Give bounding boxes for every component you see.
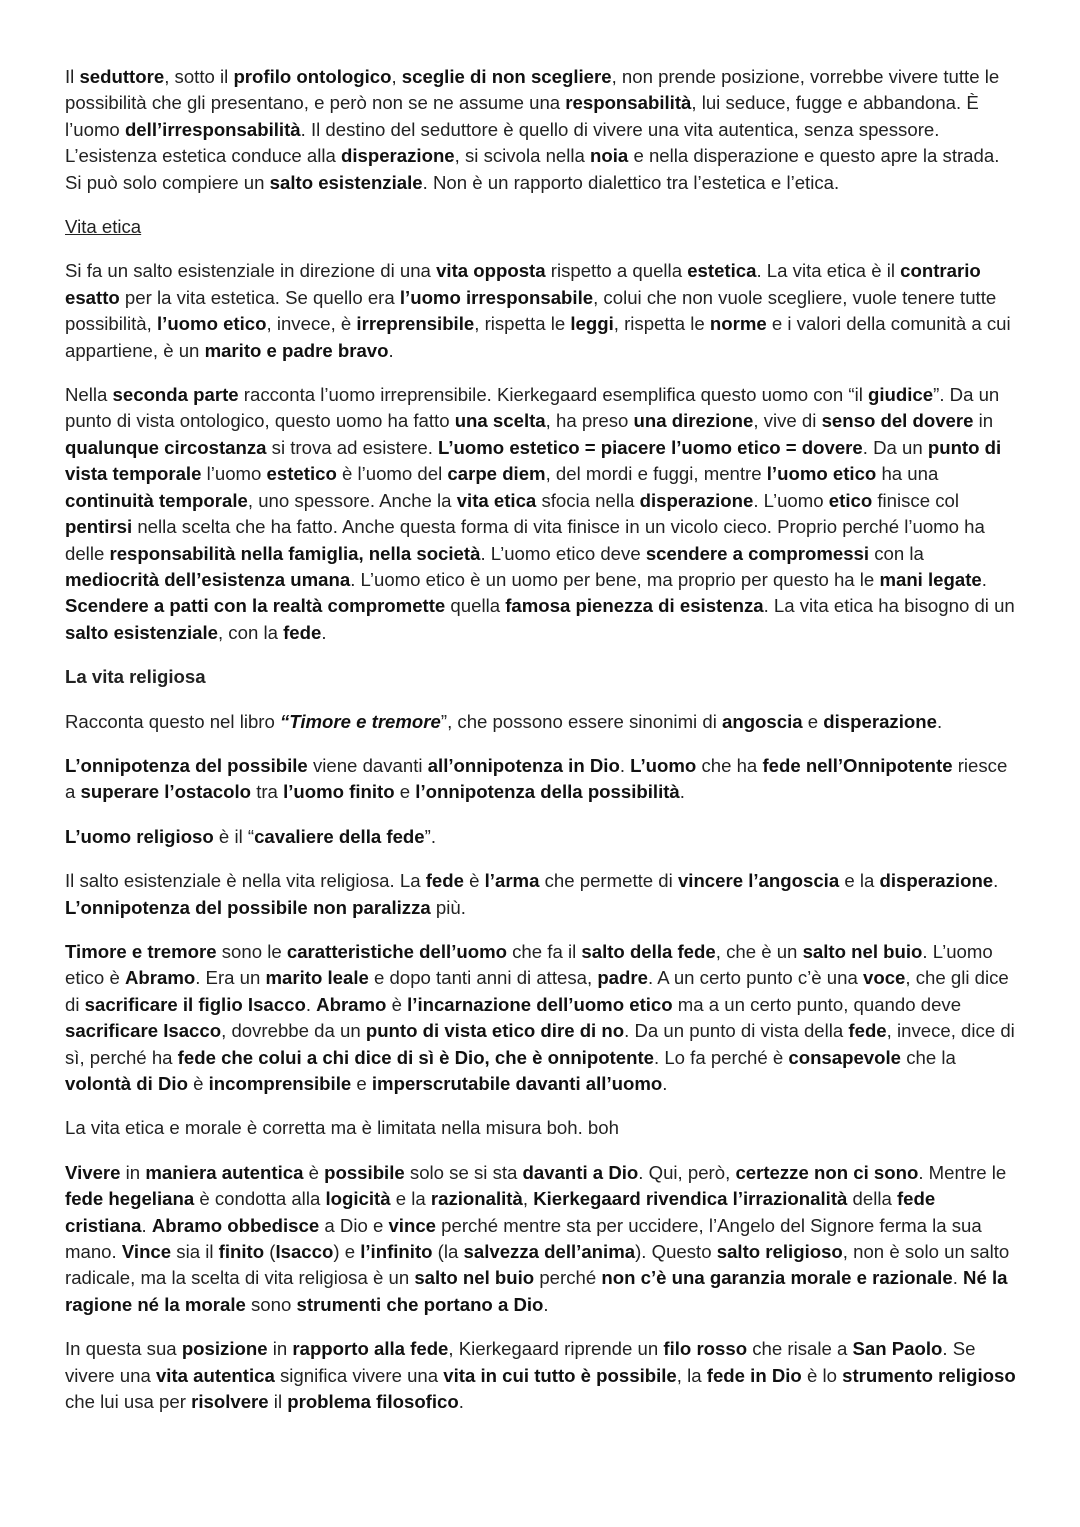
- text-run: e: [351, 1073, 372, 1094]
- paragraph: [65, 1336, 1020, 1415]
- text-run-bold: marito leale: [265, 967, 369, 989]
- text-run: . La vita etica è il: [756, 260, 901, 282]
- text-run: che lui usa per: [65, 1391, 192, 1413]
- text-run: ma a un certo punto, quando deve: [672, 993, 962, 1015]
- text-run-bold: mani legate: [879, 568, 982, 590]
- document-body: [65, 64, 1020, 1415]
- text-run: sono le: [216, 940, 287, 962]
- text-run: della: [847, 1188, 897, 1210]
- text-run-bold: qualunque circostanza: [65, 436, 267, 458]
- text-run-bold: giudice: [868, 384, 934, 406]
- text-run-bold: caratteristiche dell’uomo: [286, 940, 507, 962]
- text-run: .: [952, 1267, 964, 1289]
- text-run: e la: [390, 1188, 431, 1210]
- text-run-bold: salto religioso: [716, 1241, 843, 1263]
- text-run-bold: problema filosofico: [287, 1391, 459, 1413]
- paragraph: [65, 258, 1020, 364]
- text-run: perché: [534, 1267, 602, 1289]
- text-run: . Se vivere una: [65, 1338, 976, 1386]
- text-run-bold: L’onnipotenza del possibile: [65, 754, 308, 776]
- text-run: . L’uomo etico è: [65, 940, 993, 989]
- text-run: . Il destino del seduttore è quello di vivere una vita autentica, senza spessore. L’esistenza estetica conduce alla: [65, 118, 940, 167]
- text-run-bold: padre: [597, 967, 648, 989]
- text-run-bold: sacrificare il figlio Isacco: [84, 993, 306, 1015]
- text-run-bold: seconda parte: [112, 384, 239, 406]
- text-run-bold: fede: [848, 1020, 887, 1042]
- text-run-bold: L’uomo religioso: [65, 825, 214, 847]
- text-run: , invece, è: [266, 313, 357, 335]
- text-run: si trova ad esistere.: [266, 436, 439, 458]
- text-run-bold: l’uomo etico: [766, 463, 877, 485]
- text-run-bold: l’infinito: [360, 1241, 433, 1263]
- text-run-bold: fede: [283, 621, 322, 643]
- text-run-bold: vincere l’angoscia: [677, 870, 840, 892]
- text-run: e la: [839, 870, 880, 892]
- text-run-bold: pentirsi: [65, 516, 133, 538]
- text-run: . L’uomo etico deve: [480, 542, 646, 564]
- text-run: l’uomo: [201, 463, 267, 485]
- text-run-bold: San Paolo: [852, 1338, 943, 1360]
- text-run-bold: estetica: [687, 260, 757, 282]
- text-run: . Era un: [195, 967, 266, 989]
- text-run-bold: l’arma: [484, 870, 540, 892]
- text-run: .: [662, 1073, 668, 1094]
- paragraph: [65, 753, 1020, 806]
- text-run-bold: Vince: [121, 1241, 172, 1263]
- text-run: ”.: [424, 825, 436, 847]
- text-run: . A un certo punto c’è una: [647, 967, 863, 989]
- text-run: . Qui, però,: [638, 1161, 736, 1183]
- text-run: a Dio e: [319, 1214, 389, 1236]
- text-run: Racconta questo nel libro: [65, 710, 280, 732]
- text-run: . L’uomo etico è un uomo per bene, ma proprio per questo ha le: [350, 568, 880, 590]
- text-run-bold: disperazione: [879, 870, 994, 892]
- text-run-bold: una scelta: [454, 410, 546, 432]
- text-run-bold: superare l’ostacolo: [80, 781, 252, 803]
- text-run-bold: mediocrità dell’esistenza umana: [65, 568, 351, 590]
- text-run-bold: salvezza dell’anima: [463, 1241, 636, 1263]
- text-run: sfocia nella: [536, 489, 640, 511]
- text-run-bold: sacrificare Isacco: [65, 1020, 222, 1042]
- text-run: sono: [245, 1293, 297, 1315]
- text-run-bold: disperazione: [340, 145, 455, 167]
- text-run-bold: rapporto alla fede: [292, 1338, 449, 1360]
- text-run-bold: punto di vista etico dire di no: [365, 1020, 625, 1042]
- paragraph: [65, 824, 1020, 850]
- text-run-bold: davanti a Dio: [522, 1161, 639, 1183]
- text-run-bold: imperscrutabile davanti all’uomo: [371, 1073, 663, 1094]
- text-run-bold: fede hegeliana: [65, 1188, 195, 1210]
- text-run: è: [187, 1073, 209, 1094]
- text-run: .: [993, 870, 999, 892]
- text-run-bold: L’uomo estetico = piacere l’uomo etico = dovere: [438, 436, 863, 458]
- text-run-bold: L’uomo: [630, 754, 697, 776]
- text-run-bold: scendere a compromessi: [645, 542, 870, 564]
- text-run: , lui seduce, fugge e abbandona. È l’uomo: [65, 92, 979, 140]
- text-run: , che gli dice di: [65, 967, 1009, 1015]
- text-run-bold: certezze non ci sono: [735, 1161, 919, 1183]
- text-run-bold: incomprensibile: [208, 1073, 352, 1094]
- text-run: in: [973, 410, 994, 432]
- text-run-bold: Abramo obbedisce: [151, 1214, 320, 1236]
- text-run: significa vivere una: [274, 1364, 444, 1386]
- text-run: viene davanti: [307, 754, 428, 776]
- text-run-bold: Abramo: [316, 993, 387, 1015]
- text-run: , che è un: [715, 940, 803, 962]
- text-run: e nella disperazione e questo apre la strada. Si può solo compiere un: [65, 145, 1000, 193]
- text-run-bold: salto della fede: [581, 940, 716, 962]
- text-run-bold: salto nel buio: [414, 1267, 535, 1289]
- text-run: ,: [391, 66, 402, 87]
- text-run: . Da un: [862, 436, 928, 458]
- text-run: . Mentre le: [918, 1161, 1007, 1183]
- paragraph: [65, 64, 1020, 196]
- text-run-bold: Kierkegaard rivendica l’irrazionalità: [533, 1188, 848, 1210]
- text-run: (: [264, 1241, 276, 1263]
- text-run: e dopo tanti anni di attesa,: [368, 967, 598, 989]
- text-run: che la: [901, 1046, 956, 1068]
- text-run: riesce a: [65, 754, 1008, 803]
- text-run: .: [679, 781, 685, 803]
- text-run-bold: responsabilità: [565, 92, 692, 114]
- text-run: , con la: [217, 621, 284, 643]
- text-run: è: [386, 993, 408, 1015]
- section-heading: [65, 664, 1020, 690]
- paragraph: [65, 1115, 1020, 1141]
- text-run-bold: logicità: [325, 1188, 391, 1210]
- text-run-bold: [280, 711, 441, 732]
- text-run: rispetto a quella: [545, 260, 688, 282]
- text-run: Si fa un salto esistenziale in direzione di una: [65, 260, 437, 282]
- text-run: . L’uomo: [753, 489, 829, 511]
- text-run: ) e: [333, 1241, 361, 1263]
- text-run: .: [619, 754, 631, 776]
- text-run: racconta l’uomo irreprensibile. Kierkegaard esemplifica questo uomo con “il: [238, 384, 869, 406]
- text-run: solo se si sta: [404, 1161, 523, 1183]
- text-run-bold: voce: [863, 967, 906, 989]
- text-run: , la: [676, 1364, 707, 1386]
- text-run: ). Questo: [635, 1241, 717, 1263]
- text-run: che ha: [696, 754, 763, 776]
- text-run: è: [463, 870, 485, 892]
- text-run-bold: salto nel buio: [802, 940, 923, 962]
- text-run: e i valori della comunità a cui appartiene, è un: [65, 313, 1011, 361]
- text-run: .: [388, 339, 394, 361]
- text-run-bold: Vivere: [65, 1161, 121, 1183]
- text-run-bold: Scendere a patti con la realtà compromette: [65, 595, 446, 617]
- text-run-bold: volontà di Dio: [65, 1073, 188, 1094]
- text-run: è il “: [213, 825, 255, 847]
- text-run: nella scelta che ha fatto. Anche questa forma di vita finisce in un vicolo cieco. Proprio perché l’uomo ha delle: [65, 516, 985, 564]
- text-run-bold: continuità temporale: [65, 489, 248, 511]
- text-run: , non è solo un salto radicale, ma la scelta di vita religiosa è un: [65, 1241, 1010, 1289]
- section-heading: [65, 214, 1020, 240]
- text-run-bold: vita opposta: [436, 260, 546, 282]
- text-run: in: [267, 1338, 293, 1360]
- paragraph: [65, 382, 1020, 646]
- text-run-bold: finito: [218, 1241, 265, 1263]
- text-run: , rispetta le: [474, 313, 571, 335]
- text-run: ”. Da un punto di vista ontologico, questo uomo ha fatto: [65, 384, 1000, 432]
- text-run-bold: l’uomo finito: [283, 781, 395, 803]
- text-run: .: [458, 1391, 464, 1413]
- text-run: Vita etica: [65, 216, 142, 238]
- text-run-bold: cavaliere della fede: [254, 825, 425, 847]
- text-run-bold: etico: [828, 489, 873, 511]
- text-run-bold: disperazione: [823, 710, 937, 732]
- text-run-bold: irreprensibile: [356, 313, 475, 335]
- text-run-bold: fede nell’Onnipotente: [762, 754, 953, 776]
- text-run-bold: vince: [388, 1214, 437, 1236]
- text-run: tra: [251, 781, 284, 803]
- text-run-bold: posizione: [181, 1338, 268, 1360]
- text-run: , dovrebbe da un: [221, 1020, 366, 1042]
- text-run-bold: fede in Dio: [706, 1364, 802, 1386]
- text-run: , sotto il: [164, 66, 234, 87]
- text-run-bold: fede che colui a chi dice di sì è Dio, che è onnipotente: [177, 1046, 654, 1068]
- text-run: con la: [869, 542, 924, 564]
- text-run: , vive di: [753, 410, 822, 432]
- text-run-bold: fede: [425, 870, 464, 892]
- text-run: . Lo fa perché è: [653, 1046, 789, 1068]
- text-run: perché mentre sta per uccidere, l’Angelo del Signore ferma la sua mano.: [65, 1214, 982, 1263]
- text-run-bold: strumento religioso: [842, 1364, 1016, 1386]
- text-run-bold: salto esistenziale: [65, 621, 218, 643]
- text-run-bold: strumenti che portano a Dio: [296, 1293, 544, 1315]
- text-run-bold: responsabilità nella famiglia, nella società: [109, 542, 481, 564]
- text-run-bold: l’uomo irresponsabile: [399, 286, 594, 308]
- text-run: , rispetta le: [613, 313, 710, 335]
- text-run-bold: noia: [590, 145, 629, 167]
- text-run-bold: leggi: [570, 313, 614, 335]
- text-run-bold: l’onnipotenza della possibilità: [415, 781, 680, 803]
- text-run: . La vita etica ha bisogno di un: [763, 595, 1015, 617]
- text-run-bold: fede cristiana: [65, 1188, 936, 1236]
- text-run: finisce col: [872, 489, 959, 511]
- text-run-bold: punto di vista temporale: [65, 436, 1002, 485]
- text-run: , del mordi e fuggi, mentre: [545, 463, 767, 485]
- text-run: La vita etica e morale è corretta ma è limitata nella misura boh. boh: [65, 1117, 619, 1139]
- text-run: ha una: [876, 463, 939, 485]
- text-run-bold: profilo ontologico: [233, 66, 392, 87]
- text-run-bold: dell’irresponsabilità: [124, 118, 301, 140]
- text-run: ”, che possono essere sinonimi di: [440, 710, 722, 732]
- paragraph: [65, 939, 1020, 1097]
- text-run-bold: non c’è una garanzia morale e razionale: [601, 1267, 953, 1289]
- text-run: .: [936, 710, 943, 732]
- text-run-bold: estetico: [266, 463, 337, 485]
- text-run: (la: [432, 1241, 464, 1263]
- text-run: che risale a: [747, 1338, 853, 1360]
- text-run-bold: Isacco: [275, 1241, 334, 1263]
- paragraph: [65, 868, 1020, 921]
- text-run: è condotta alla: [194, 1188, 326, 1210]
- text-run-bold: sceglie di non scegliere: [401, 66, 612, 87]
- text-run: il: [268, 1391, 288, 1413]
- text-run-bold: vita in cui tutto è possibile: [443, 1364, 677, 1386]
- text-run: , Kierkegaard riprende un: [448, 1338, 664, 1360]
- text-run: In questa sua: [65, 1338, 182, 1360]
- text-run-bold: angoscia: [722, 710, 803, 732]
- text-run: è l’uomo del: [336, 463, 448, 485]
- text-run: in: [120, 1161, 146, 1183]
- text-run-bold: famosa pienezza di esistenza: [505, 595, 764, 617]
- text-run: sia il: [171, 1241, 219, 1263]
- text-run-bold: contrario esatto: [65, 260, 981, 308]
- text-run-bold: una direzione: [633, 410, 754, 432]
- text-run: quella: [445, 595, 506, 617]
- text-run: è: [303, 1161, 325, 1183]
- text-run-bold: carpe diem: [447, 463, 546, 485]
- text-run: ,: [522, 1188, 534, 1210]
- text-run-bold: vita etica: [456, 489, 537, 511]
- text-run: La vita religiosa: [65, 666, 206, 688]
- text-run-bold: consapevole: [788, 1046, 902, 1068]
- text-run: .: [141, 1214, 152, 1236]
- text-run: per la vita estetica. Se quello era: [119, 286, 400, 308]
- text-run-bold: senso del dovere: [821, 410, 974, 432]
- text-run-bold: l’incarnazione dell’uomo etico: [407, 993, 673, 1015]
- text-run: , ha preso: [545, 410, 634, 432]
- text-run: e: [802, 710, 824, 732]
- text-run: e: [394, 781, 416, 803]
- text-run: Il: [65, 66, 80, 87]
- text-run-bold: seduttore: [79, 66, 165, 87]
- text-run: . Non è un rapporto dialettico tra l’estetica e l’etica.: [422, 171, 840, 193]
- text-run-bold: maniera autentica: [145, 1161, 304, 1183]
- text-run: .: [543, 1293, 549, 1315]
- text-run: . Da un punto di vista della: [624, 1020, 849, 1042]
- text-run: .: [981, 568, 987, 590]
- text-run: , invece, dice di sì, perché ha: [65, 1020, 1015, 1068]
- text-run-bold: marito e padre bravo: [204, 339, 389, 361]
- text-run: che fa il: [506, 940, 582, 962]
- text-run: , colui che non vuole scegliere, vuole tenere tutte possibilità,: [65, 286, 997, 335]
- text-run-bold: Abramo: [124, 967, 196, 989]
- text-run-bold: razionalità: [430, 1188, 523, 1210]
- text-run-bold: disperazione: [639, 489, 754, 511]
- text-run: Nella: [65, 384, 113, 406]
- text-run-bold: possibile: [324, 1161, 405, 1183]
- text-run-bold: vita autentica: [155, 1364, 275, 1386]
- text-run-bold: Né la ragione né la morale: [65, 1267, 1008, 1315]
- text-run: è lo: [801, 1364, 843, 1386]
- paragraph: [65, 1160, 1020, 1318]
- text-run-bold: L’onnipotenza del possibile non paralizza: [65, 896, 431, 918]
- text-run-bold: norme: [709, 313, 767, 335]
- text-run: .: [305, 993, 317, 1015]
- text-run: , non prende posizione, vorrebbe vivere tutte le possibilità che gli presentano, e però non se ne assume una: [65, 66, 1000, 114]
- text-run-bold: filo rosso: [663, 1338, 748, 1360]
- text-run-bold: risolvere: [191, 1391, 269, 1413]
- text-run-bold: salto esistenziale: [269, 171, 423, 193]
- text-run: più.: [430, 896, 466, 918]
- text-run-bold: Timore e tremore: [65, 940, 217, 962]
- paragraph: [65, 709, 1020, 735]
- text-run: , uno spessore. Anche la: [247, 489, 457, 511]
- text-run: .: [321, 621, 327, 643]
- text-run-bold: l’uomo etico: [156, 313, 267, 335]
- text-run: che permette di: [539, 870, 678, 892]
- text-run-bold-italic: “Timore e tremore: [280, 710, 441, 732]
- text-run-bold: all’onnipotenza in Dio: [427, 754, 620, 776]
- text-run: Il salto esistenziale è nella vita religiosa. La: [65, 870, 426, 892]
- text-run: , si scivola nella: [454, 145, 591, 167]
